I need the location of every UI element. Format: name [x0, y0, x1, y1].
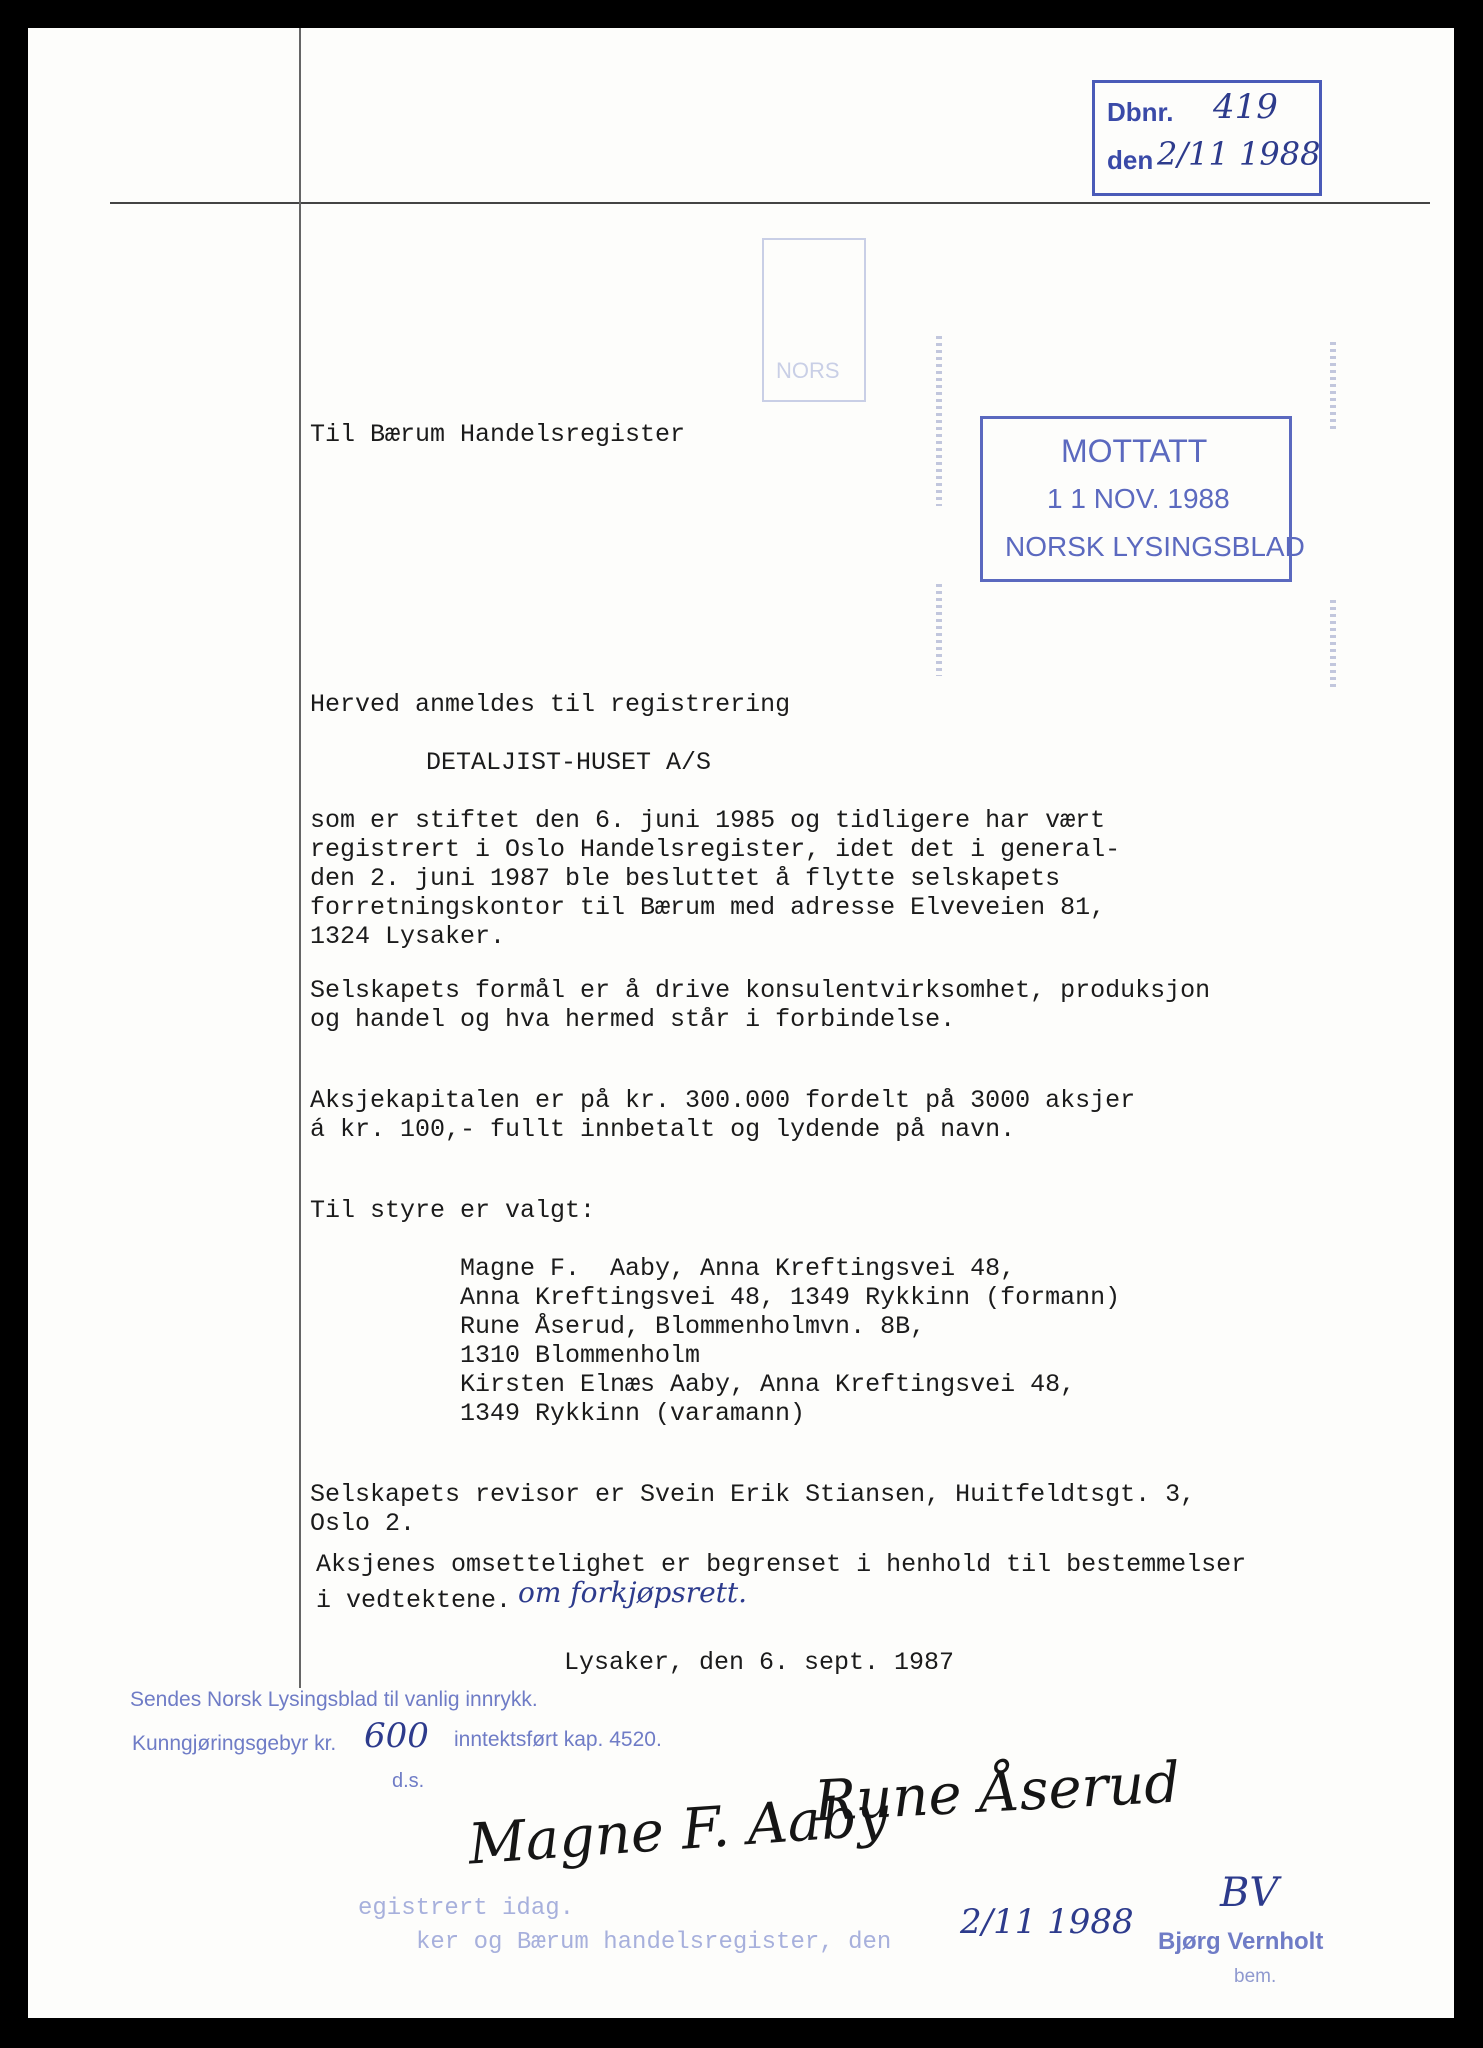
dbnr-label: Dbnr. — [1107, 97, 1174, 127]
board-member-line: Kirsten Elnæs Aaby, Anna Kreftingsvei 48, — [460, 1370, 1076, 1399]
board-member-line: Rune Åserud, Blommenholmvn. 8B, — [460, 1312, 926, 1341]
officer-name: Bjørg Vernholt — [1158, 1928, 1324, 1955]
auditor-line: Selskapets revisor er Svein Erik Stiansen, Huitfeldtsgt. 3, — [310, 1480, 1196, 1509]
auditor-line: Oslo 2. — [310, 1509, 416, 1538]
officer-title: bem. — [1234, 1966, 1277, 1987]
lysingsblad-prefix: Kunngjøringsgebyr kr. — [132, 1732, 337, 1755]
paragraph-line: Aksjekapitalen er på kr. 300.000 fordelt på 3000 aksjer — [310, 1086, 1136, 1115]
place-date: Lysaker, den 6. sept. 1987 — [564, 1648, 955, 1677]
stamp-smear — [1330, 600, 1336, 690]
board-member-line: 1310 Blommenholm — [460, 1341, 701, 1370]
paragraph-line: 1324 Lysaker. — [310, 922, 506, 951]
officer-initials: BV — [1220, 1870, 1279, 1916]
paragraph-line: og handel og hva hermed står i forbindelse. — [310, 1005, 956, 1034]
signature-aserud: Rune Åserud — [812, 1750, 1182, 1835]
stamp-smear — [1330, 342, 1336, 432]
stamp-smear — [936, 336, 942, 506]
horizontal-rule — [110, 202, 1430, 204]
document-page — [28, 28, 1454, 2018]
dbnr-number: 419 — [1213, 87, 1278, 127]
faded-stamp — [762, 238, 866, 402]
stamp-smear — [936, 584, 942, 676]
handwritten-addition: om forkjøpsrett. — [518, 1576, 748, 1609]
registered-line2: ker og Bærum handelsregister, den — [416, 1929, 892, 1956]
paragraph-line: den 2. juni 1987 ble besluttet å flytte selskapets — [310, 864, 1061, 893]
lysingsblad-line1: Sendes Norsk Lysingsblad til vanlig innrykk. — [130, 1688, 538, 1711]
dbnr-stamp — [1092, 80, 1322, 196]
mottatt-date: 1 1 NOV. 1988 — [1047, 483, 1230, 514]
mottatt-org: NORSK LYSINGSBLAD — [1005, 531, 1305, 562]
paragraph-line: Selskapets formål er å drive konsulentvirksomhet, produksjon — [310, 976, 1211, 1005]
signature-aaby: Magne F. Aaby — [466, 1783, 891, 1878]
mottatt-stamp — [980, 416, 1305, 582]
lysingsblad-ds: d.s. — [392, 1770, 425, 1792]
addressee: Til Bærum Handelsregister — [310, 420, 686, 449]
intro-line: Herved anmeldes til registrering — [310, 690, 791, 719]
registered-line1: egistrert idag. — [358, 1895, 575, 1922]
paragraph-line: á kr. 100,- fullt innbetalt og lydende på navn. — [310, 1115, 1016, 1144]
mottatt-title: MOTTATT — [1061, 433, 1208, 469]
registered-date: 2/11 1988 — [960, 1902, 1134, 1942]
restriction-line: Aksjenes omsettelighet er begrenset i henhold til bestemmelser — [316, 1550, 1247, 1579]
board-heading: Til styre er valgt: — [310, 1196, 596, 1225]
paragraph-line: forretningskontor til Bærum med adresse Elveveien 81, — [310, 893, 1106, 922]
dbnr-den-label: den — [1107, 145, 1154, 175]
dbnr-date: 2/11 1988 — [1157, 135, 1321, 173]
board-member-line: Anna Kreftingsvei 48, 1349 Rykkinn (formann) — [460, 1283, 1121, 1312]
board-member-line: 1349 Rykkinn (varamann) — [460, 1399, 806, 1428]
fee-amount: 600 — [364, 1716, 429, 1756]
restriction-line: i vedtektene. — [316, 1586, 512, 1615]
paragraph-line: registrert i Oslo Handelsregister, idet det i general- — [310, 835, 1121, 864]
margin-rule — [299, 28, 301, 1688]
board-member-line: Magne F. Aaby, Anna Kreftingsvei 48, — [460, 1254, 1016, 1283]
paragraph-line: som er stiftet den 6. juni 1985 og tidligere har vært — [310, 806, 1106, 835]
company-name: DETALJIST-HUSET A/S — [426, 748, 712, 777]
lysingsblad-suffix: inntektsført kap. 4520. — [454, 1728, 662, 1751]
faded-stamp-text: NORS — [776, 358, 840, 383]
